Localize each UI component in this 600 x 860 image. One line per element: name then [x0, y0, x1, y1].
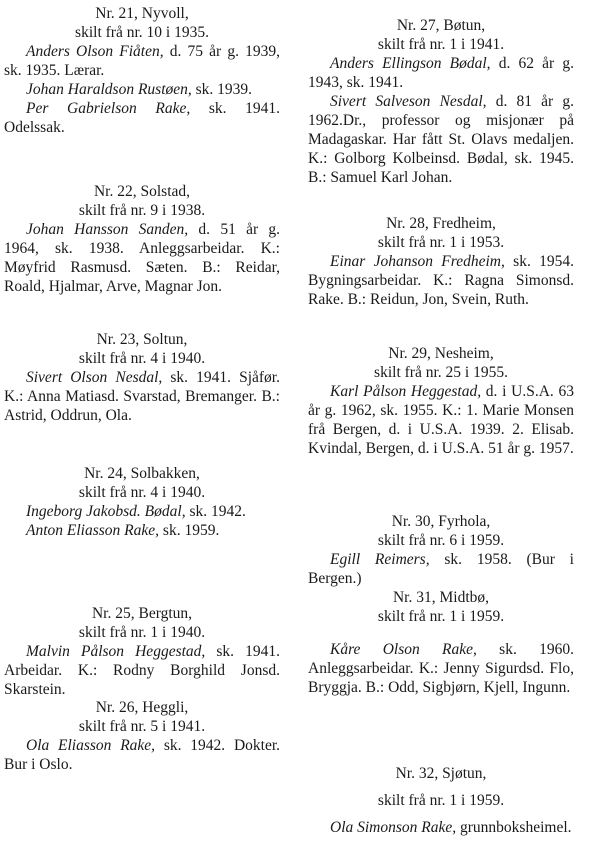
entry-subheading: skilt frå nr. 10 i 1935. [75, 24, 209, 41]
entry-nr25 [4, 604, 280, 699]
person-details: sk. 1954. Bygningsarbeidar. K.: Ragna Simonsd. Rake. B.: Reidun, Jon, Svein, Ruth. [308, 253, 574, 308]
person-paragraph [308, 640, 574, 697]
person-details: sk. 1941. Odelssak. [4, 100, 280, 136]
entry-nr26 [4, 698, 280, 774]
person-paragraph [4, 42, 280, 80]
person-paragraph [308, 92, 574, 187]
entry-heading: Nr. 26, Heggli, [95, 699, 189, 716]
person-paragraph [4, 80, 280, 99]
entry-nr24 [4, 464, 280, 540]
entry-subheading: skilt frå nr. 1 i 1959. [377, 608, 505, 625]
person-paragraph [4, 368, 280, 425]
entry-subheading: skilt frå nr. 5 i 1941. [78, 718, 206, 735]
person-details: sk. 1942. [185, 503, 246, 520]
person-paragraph [308, 382, 574, 458]
person-name: Kåre Olson Rake, [330, 641, 477, 658]
entry-heading: Nr. 30, Fyrhola, [391, 513, 491, 530]
entry-nr27 [308, 16, 574, 187]
person-paragraph [4, 502, 280, 521]
person-details: sk. 1960. Anleggsarbeidar. K.: Jenny Sigurdsd. Flo, Bryggja. B.: Odd, Sigbjørn, Kjell, Ingunn. [308, 641, 574, 696]
person-name: Egill Reimers, [330, 551, 430, 568]
entry-heading: Nr. 31, Midtbø, [392, 589, 490, 606]
entry-subheading: skilt frå nr. 1 i 1940. [78, 624, 206, 641]
entry-heading: Nr. 24, Solbakken, [84, 465, 200, 482]
person-name: Anton Eliasson Rake, [26, 522, 160, 539]
person-details: d. 62 år g. 1943, sk. 1941. [308, 55, 574, 91]
person-paragraph [4, 642, 280, 699]
person-details: sk. 1941. Sjåfør. K.: Anna Matiasd. Svarstad, Bremanger. B.: Astrid, Oddrun, Ola. [4, 369, 280, 424]
person-name: Johan Haraldson Rustøen, [26, 81, 192, 98]
entry-subheading: skilt frå nr. 4 i 1940. [78, 484, 206, 501]
person-details: sk. 1942. Dokter. Bur i Oslo. [4, 737, 280, 773]
entry-heading: Nr. 29, Nesheim, [388, 345, 494, 362]
entry-subheading: skilt frå nr. 1 i 1959. [377, 792, 505, 809]
person-name: Ola Simonson Rake, [330, 819, 457, 836]
person-paragraph [4, 220, 280, 296]
person-paragraph [308, 252, 574, 309]
entry-heading: Nr. 25, Bergtun, [91, 605, 193, 622]
entry-subheading: skilt frå nr. 25 i 1955. [374, 364, 508, 381]
person-name: Ola Eliasson Rake, [26, 737, 156, 754]
entry-heading: Nr. 23, Soltun, [96, 331, 188, 348]
person-details: grunnboksheimel. [456, 819, 572, 836]
entry-nr32 [308, 764, 574, 837]
person-name: Malvin Pålson Heggestad, [26, 643, 206, 660]
person-name: Johan Hansson Sanden, [26, 221, 189, 238]
person-paragraph [308, 54, 574, 92]
person-details: d. 75 år g. 1939, sk. 1935. Lærar. [4, 43, 281, 79]
person-details: sk. 1958. (Bur i Bergen.) [308, 551, 574, 587]
entry-nr31 [308, 588, 574, 697]
person-paragraph [308, 550, 574, 588]
person-details: d. i U.S.A. 63 år g. 1962, sk. 1955. K.: 1. Marie Monsen frå Bergen, d. i U.S.A. 1939. 2. Elisab. Kvindal, Bergen, d. i U.S.A. 51 år g. 1957. [308, 383, 574, 457]
entry-subheading: skilt frå nr. 1 i 1941. [377, 36, 505, 53]
entry-heading: Nr. 21, Nyvoll, [95, 5, 189, 22]
entry-heading: Nr. 22, Solstad, [93, 183, 191, 200]
person-paragraph [4, 99, 280, 137]
person-details: sk. 1939. [191, 81, 253, 98]
entry-subheading: skilt frå nr. 1 i 1953. [377, 234, 505, 251]
entry-nr28 [308, 214, 574, 309]
entry-heading: Nr. 28, Fredheim, [386, 215, 496, 232]
entry-subheading: skilt frå nr. 6 i 1959. [377, 532, 505, 549]
person-name: Per Gabrielson Rake, [26, 100, 191, 117]
person-paragraph [4, 736, 280, 774]
person-name: Sivert Salveson Nesdal, [330, 93, 487, 110]
person-name: Einar Johanson Fredheim, [330, 253, 505, 270]
person-details: sk. 1959. [159, 522, 220, 539]
person-details: sk. 1941. Arbeidar. K.: Rodny Borghild Jonsd. Skarstein. [4, 643, 280, 698]
person-name: Ingeborg Jakobsd. Bødal, [26, 503, 186, 520]
entry-nr23 [4, 330, 280, 425]
person-details: d. 51 år g. 1964, sk. 1938. Anleggsarbeidar. K.: Møyfrid Rasmusd. Sæten. B.: Reidar, Roald, Hjalmar, Arve, Magnar Jon. [4, 221, 280, 295]
entry-nr22 [4, 182, 280, 296]
person-details: d. 81 år g. 1962.Dr., professor og misjonær på Madagaskar. Har fått St. Olavs medaljen. K.: Golborg Kolbeinsd. Bødal, sk. 1945. B.: Samuel Karl Johan. [308, 93, 574, 186]
person-name: Karl Pålson Heggestad, [330, 383, 482, 400]
person-paragraph [308, 818, 574, 837]
entry-nr29 [308, 344, 574, 458]
entry-heading: Nr. 32, Sjøtun, [395, 765, 487, 782]
person-paragraph [4, 521, 280, 540]
entry-subheading: skilt frå nr. 9 i 1938. [78, 202, 206, 219]
person-name: Anders Olson Fiåten, [26, 43, 164, 60]
entry-nr21 [4, 4, 280, 137]
entry-nr30 [308, 512, 574, 588]
entry-heading: Nr. 27, Bøtun, [396, 17, 486, 34]
person-name: Sivert Olson Nesdal, [26, 369, 163, 386]
entry-subheading: skilt frå nr. 4 i 1940. [78, 350, 206, 367]
person-name: Anders Ellingson Bødal, [330, 55, 491, 72]
